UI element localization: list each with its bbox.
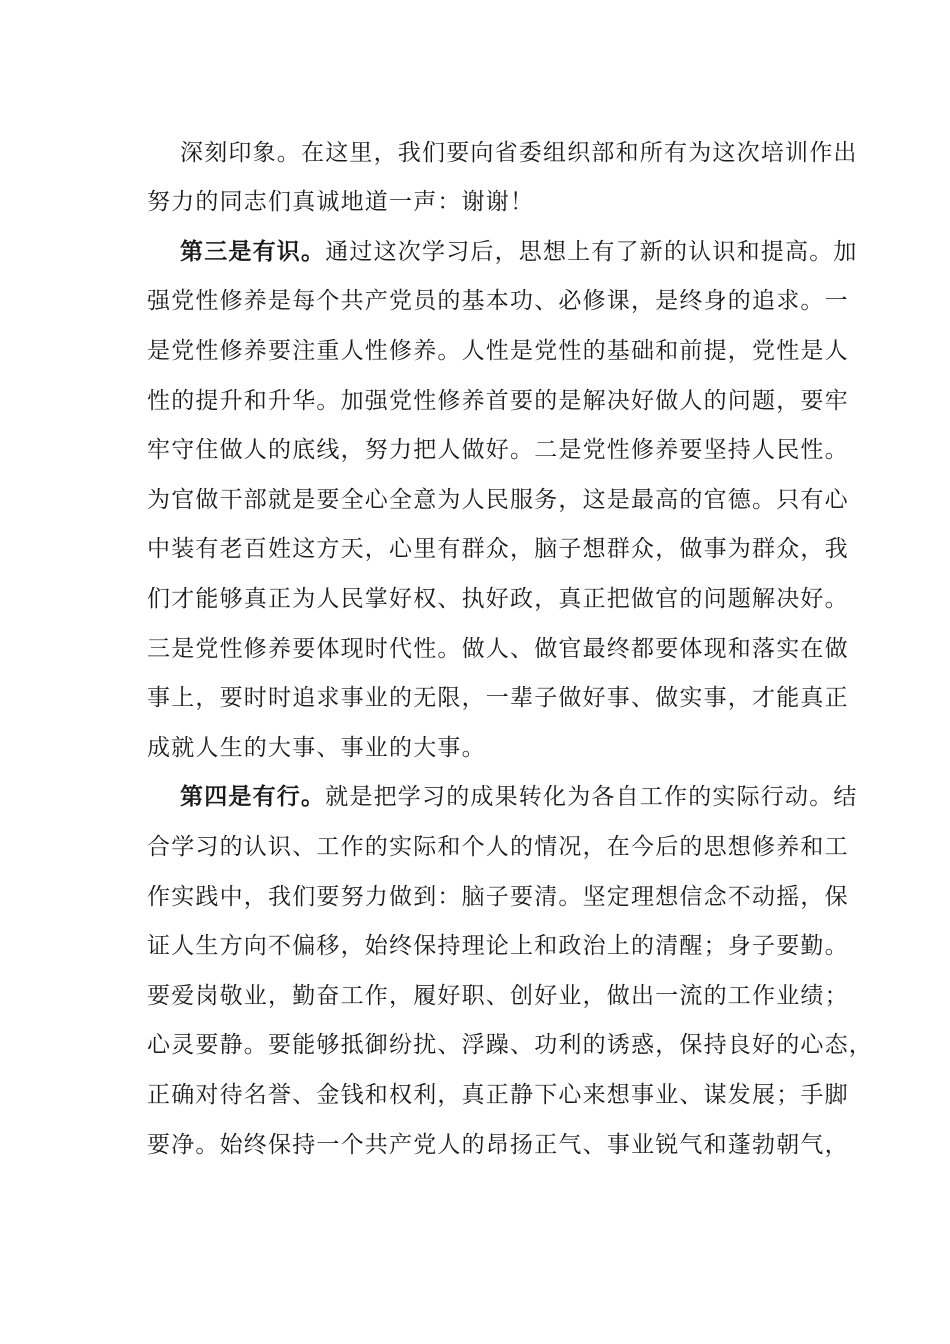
paragraph-2-first-line-text: 通过这次学习后，思想上有了新的认识和提高。加 [325, 239, 858, 265]
paragraph-3-line-5: 要爱岗敬业，勤奋工作，履好职、创好业，做出一流的工作业绩； [147, 983, 849, 1009]
paragraph-2-line-6: 为官做干部就是要全心全意为人民服务，这是最高的官德。只有心 [147, 487, 849, 513]
paragraph-1-line-2: 努力的同志们真诚地道一声：谢谢！ [147, 189, 535, 215]
paragraph-3-line-1 [180, 777, 858, 817]
paragraph-2-line-2: 强党性修养是每个共产党员的基本功、必修课，是终身的追求。一 [147, 288, 849, 314]
paragraph-3-first-line-text: 就是把学习的成果转化为各自工作的实际行动。结 [325, 784, 858, 810]
paragraph-3-line-2: 合学习的认识、工作的实际和个人的情况，在今后的思想修养和工 [147, 834, 849, 860]
paragraph-3-line-3: 作实践中，我们要努力做到：脑子要清。坚定理想信念不动摇，保 [147, 884, 849, 910]
paragraph-3-line-6: 心灵要静。要能够抵御纷扰、浮躁、功利的诱惑，保持良好的心态， [147, 1032, 873, 1058]
paragraph-2-line-11: 成就人生的大事、事业的大事。 [147, 735, 486, 761]
paragraph-2-line-9: 三是党性修养要体现时代性。做人、做官最终都要体现和落实在做 [147, 636, 849, 662]
paragraph-2-line-8: 们才能够真正为人民掌好权、执好政，真正把做官的问题解决好。 [147, 586, 849, 612]
paragraph-2-heading: 第三是有识。 [180, 238, 326, 265]
paragraph-2-line-1 [180, 232, 858, 272]
paragraph-1-line-1: 深刻印象。在这里，我们要向省委组织部和所有为这次培训作出 [180, 140, 858, 166]
paragraph-2-line-10: 事上，要时时追求事业的无限，一辈子做好事、做实事，才能真正 [147, 685, 849, 711]
paragraph-3-line-4: 证人生方向不偏移，始终保持理论上和政治上的清醒；身子要勤。 [147, 933, 849, 959]
paragraph-3-heading: 第四是有行。 [180, 783, 326, 810]
paragraph-2-line-3: 是党性修养要注重人性修养。人性是党性的基础和前提，党性是人 [147, 338, 849, 364]
paragraph-2-line-5: 牢守住做人的底线，努力把人做好。二是党性修养要坚持人民性。 [147, 437, 849, 463]
paragraph-2-line-4: 性的提升和升华。加强党性修养首要的是解决好做人的问题，要牢 [147, 388, 849, 414]
paragraph-3-line-8: 要净。始终保持一个共产党人的昂扬正气、事业锐气和蓬勃朝气， [147, 1132, 849, 1158]
paragraph-2-line-7: 中装有老百姓这方天，心里有群众，脑子想群众，做事为群众，我 [147, 536, 849, 562]
paragraph-3-line-7: 正确对待名誉、金钱和权利，真正静下心来想事业、谋发展；手脚 [147, 1082, 849, 1108]
